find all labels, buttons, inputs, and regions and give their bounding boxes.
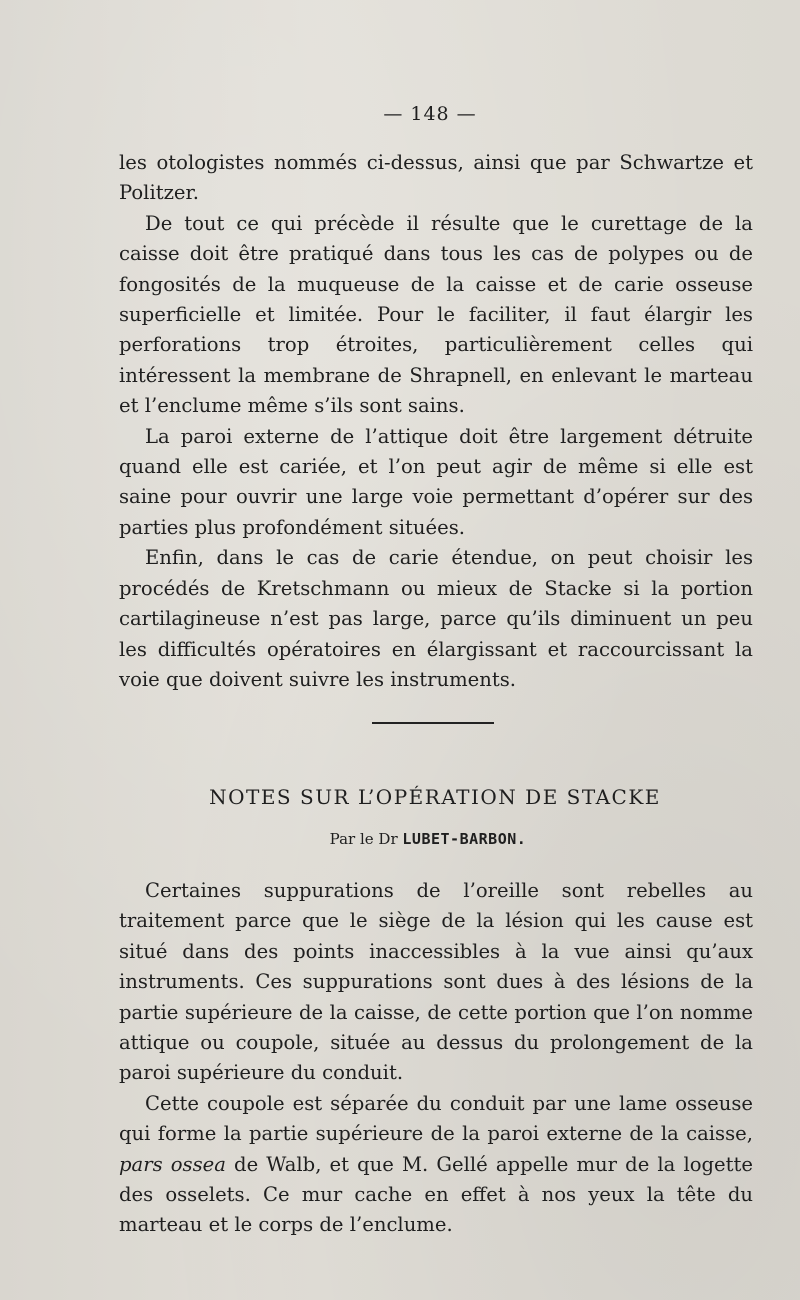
page-number: — 148 —	[383, 103, 477, 125]
paragraph	[119, 1089, 753, 1241]
paragraph: La paroi externe de l’attique doit être largement détruite quand elle est cariée, et l’on peut agir de même si elle est saine pour ouvrir une large voie permettant d’opérer sur des parties plus profondément situées.	[119, 424, 753, 539]
paragraph-text: Cette coupole est séparée du conduit par une lame osseuse qui forme la partie supérieure de la paroi externe de la caisse,	[119, 1091, 753, 1146]
byline	[0, 830, 800, 848]
paragraph: Certaines suppurations de l’oreille sont rebelles au traitement parce que le siège de la lésion qui les cause est situé dans des points inaccessibles à la vue ainsi qu’aux instruments. Ces suppurations sont dues à des lésions de la partie supérieure de la caisse, de cette portion que l’on nomme attique ou coupole, située au dessus du prolongement de la paroi supérieure du conduit.	[119, 879, 753, 1085]
section-title: NOTES SUR L’OPÉRATION DE STACKE	[209, 785, 661, 809]
paragraph: les otologistes nommés ci-dessus, ainsi que par Schwartze et Politzer.	[119, 151, 753, 205]
section-divider	[372, 722, 494, 724]
author-name: LUBET-BARBON.	[402, 830, 527, 848]
paragraph: De tout ce qui précède il résulte que le curettage de la caisse doit être pratiqué dans tous les cas de polypes ou de fongosités de la muqueuse de la caisse et de carie osseuse superficielle et limitée. Pour le faciliter, il faut élargir les perforations trop étroites, particulièrement celles qui intéressent la membrane de Shrapnell, en enlevant le marteau et l’enclume même s’ils sont sains.	[119, 211, 753, 418]
text-block-bottom	[119, 876, 753, 1241]
text-block-top	[119, 148, 753, 695]
paragraph: Enfin, dans le cas de carie étendue, on peut choisir les procédés de Kretschmann ou mieux de Stacke si la portion cartilagineuse n’est pas large, parce qu’ils diminuent un peu les difficultés opératoires en élargissant et raccourcissant la voie que doivent suivre les instruments.	[119, 546, 753, 691]
paragraph-text: de Walb, et que M. Gellé appelle mur de la logette des osselets. Ce mur cache en effet à nos yeux la tête du marteau et le corps de l’enclume.	[119, 1152, 753, 1237]
latin-term: pars ossea	[119, 1152, 226, 1176]
byline-prefix: Par le Dr	[329, 830, 398, 848]
